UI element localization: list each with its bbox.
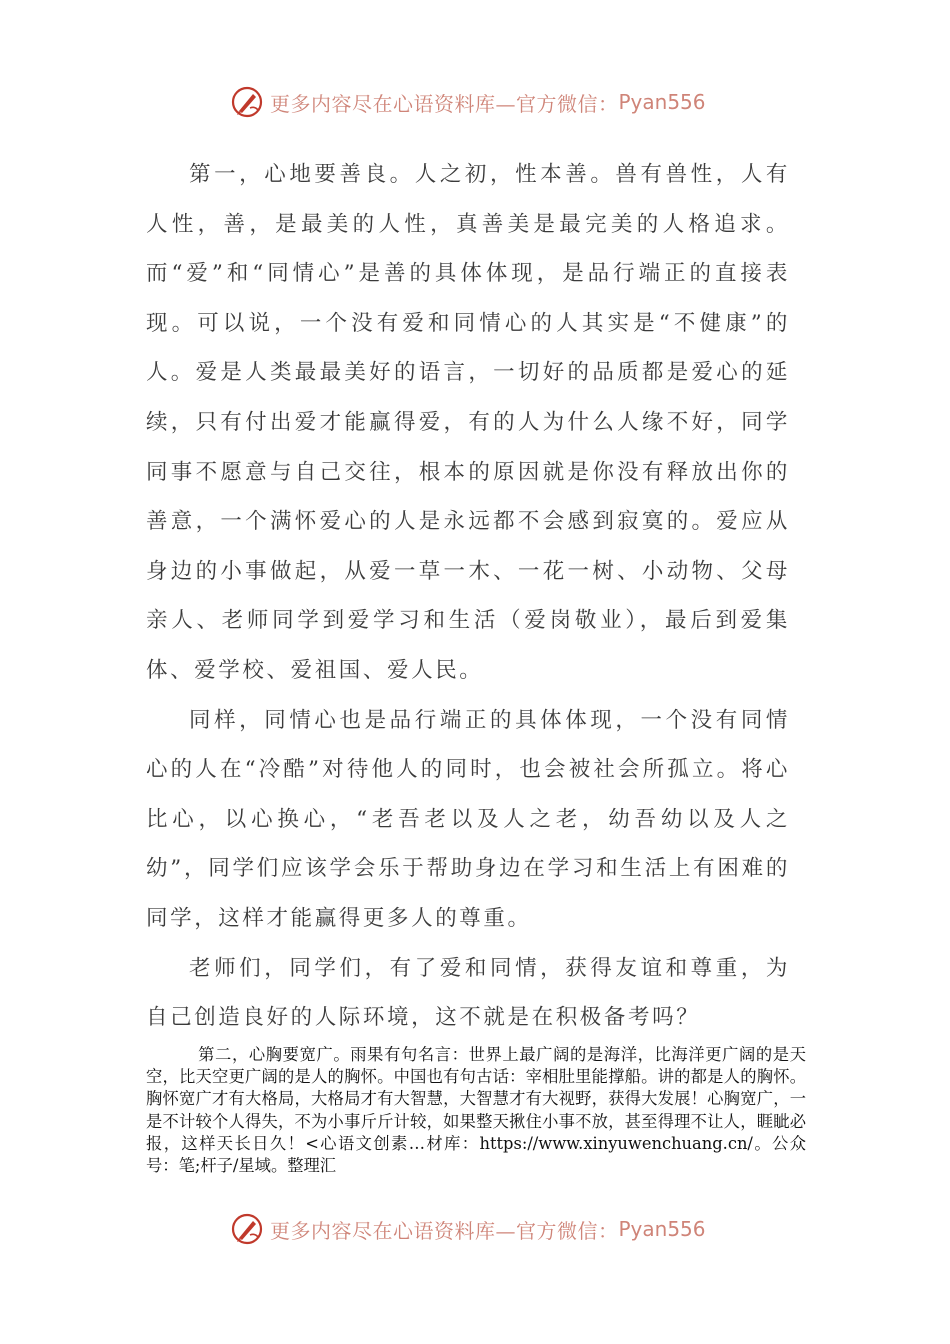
banner-text: 更多内容尽在心语资料库—官方微信： [270,1218,619,1243]
header-banner[interactable] [230,84,750,120]
paragraph-kindness: 第一，心地要善良。人之初，性本善。兽有兽性，人有人性，善，是最美的人性，真善美是最完美的人格追求。而“爱”和“同情心”是善的具体体现，是品行端正的直接表现。可以说，一个没有爱和同情心的人其实是“不健康”的人。爱是人类最最美好的语言，一切好的品质都是爱心的延续，只有付出爱才能赢得爱，有的人为什么人缘不好，同学同事不愿意与自己交往，根本的原因就是你没有释放出你的善意，一个满怀爱心的人是永远都不会感到寂寞的。爱应从身边的小事做起，从爱一草一木、一花一树、小动物、父母亲人、老师同学到爱学习和生活（爱岗敬业），最后到爱集体、爱学校、爱祖国、爱人民。 [146,162,790,683]
footer-banner[interactable] [230,1211,750,1247]
paragraph-conclusion: 老师们，同学们，有了爱和同情，获得友谊和尊重，为自己创造良好的人际环境，这不就是在积极备考吗？ [146,955,790,1031]
pen-logo-icon [230,85,264,119]
paragraph-sympathy: 同样，同情心也是品行端正的具体体现，一个没有同情心的人在“冷酷”对待他人的同时，也会被社会所孤立。将心比心，以心换心，“老吾老以及人之老，幼吾幼以及人之幼”，同学们应该学会乐于帮助身边在学习和生活上有困难的同学，这样才能赢得更多人的尊重。 [146,707,790,931]
wechat-handle: Pyan556 [618,90,706,114]
banner-text: 更多内容尽在心语资料库—官方微信： [270,91,619,116]
article-body [146,150,790,1043]
paragraph-broad-mind: 第二，心胸要宽广。雨果有句名言：世界上最广阔的是海洋，比海洋更广阔的是天空，比天空更广阔的是人的胸怀。中国也有句古话：宰相肚里能撑船。讲的都是人的胸怀。胸怀宽广才有大格局，大格局才有大智慧，大智慧才有大视野，获得大发展！心胸宽广，一是不计较个人得失，不为小事斤斤计较，如果整天揪住小事不放，甚至得理不让人，睚眦必报，这样天长日久！<心语文创素…材库：https://www.xinyuwenchuang.cn/。公众号：笔;杆子/星域。整理汇 [146,1045,806,1176]
pen-logo-icon [230,1212,264,1246]
article-small-section [146,1044,806,1177]
wechat-handle: Pyan556 [618,1217,706,1241]
